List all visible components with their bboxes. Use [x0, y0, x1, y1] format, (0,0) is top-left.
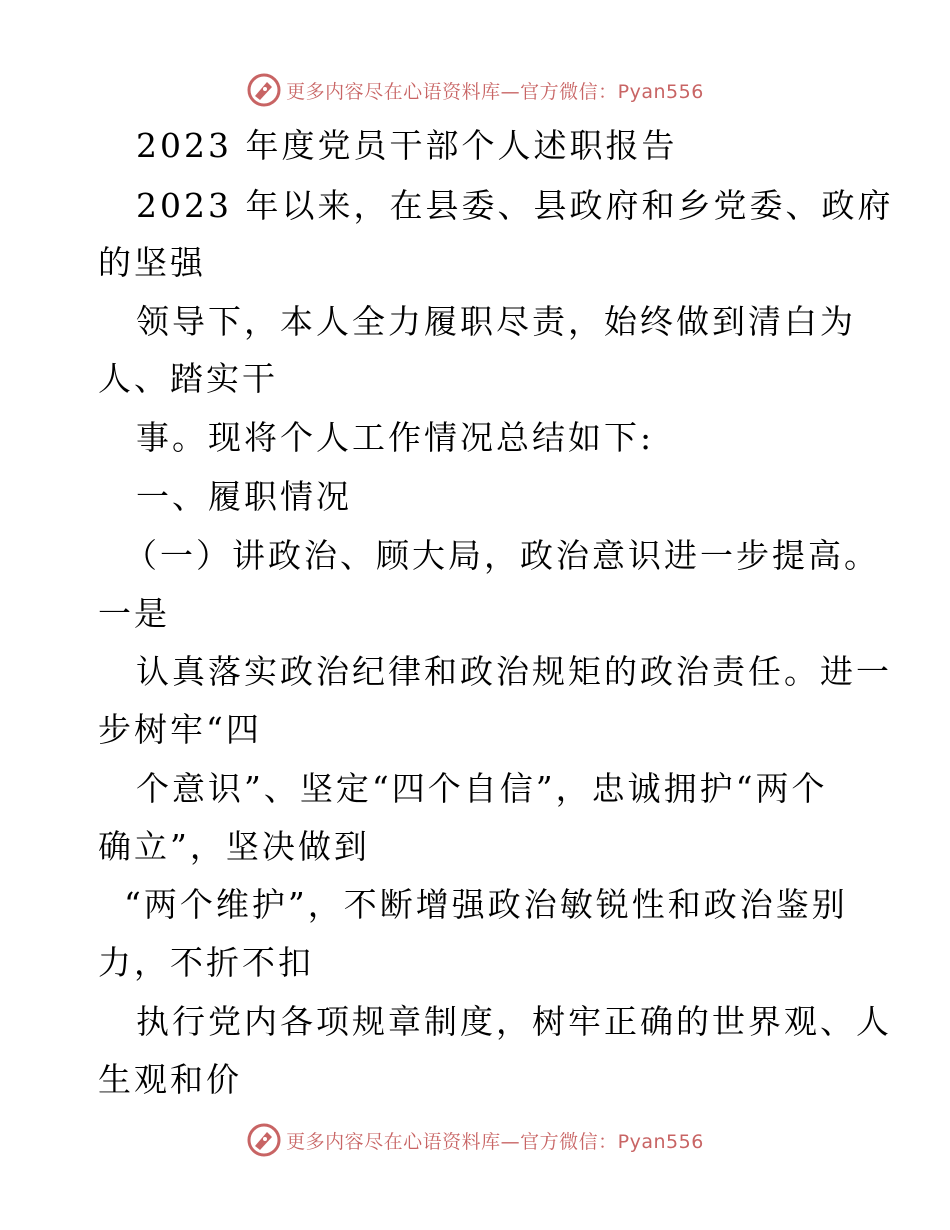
pen-nib-logo-icon — [246, 1122, 282, 1158]
paragraph-line: 2023 年以来，在县委、县政府和乡党委、政府 — [136, 186, 894, 225]
paragraph-line: 力，不折不扣 — [98, 943, 314, 982]
paragraph-line: 确立”，坚决做到 — [98, 827, 370, 866]
paragraph-line: 事。现将个人工作情况总结如下: — [136, 418, 655, 457]
paragraph-line: 一是 — [98, 594, 170, 633]
paragraph-line: 个意识”、坚定“四个自信”，忠诚拥护“两个 — [136, 769, 828, 808]
paragraph-line: 的坚强 — [98, 243, 206, 282]
subsection-heading: （一）讲政治、顾大局，政治意识进一步提高。 — [124, 536, 880, 575]
section-heading: 一、履职情况 — [136, 477, 352, 516]
watermark-banner-bottom — [0, 1120, 950, 1160]
paragraph-line: “两个维护”，不断增强政治敏锐性和政治鉴别 — [124, 885, 848, 924]
paragraph-line: 领导下，本人全力履职尽责，始终做到清白为 — [136, 302, 856, 341]
paragraph-line: 生观和价 — [98, 1060, 242, 1099]
paragraph-line: 步树牢“四 — [98, 710, 262, 749]
paragraph-line: 执行党内各项规章制度，树牢正确的世界观、人 — [136, 1002, 892, 1041]
watermark-text: 更多内容尽在心语资料库—官方微信：Pyan556 — [286, 1130, 704, 1153]
document-title: 2023 年度党员干部个人述职报告 — [136, 126, 678, 165]
paragraph-line: 认真落实政治纪律和政治规矩的政治责任。进一 — [136, 652, 892, 691]
watermark-text: 更多内容尽在心语资料库—官方微信：Pyan556 — [286, 80, 704, 103]
paragraph-line: 人、踏实干 — [98, 359, 278, 398]
